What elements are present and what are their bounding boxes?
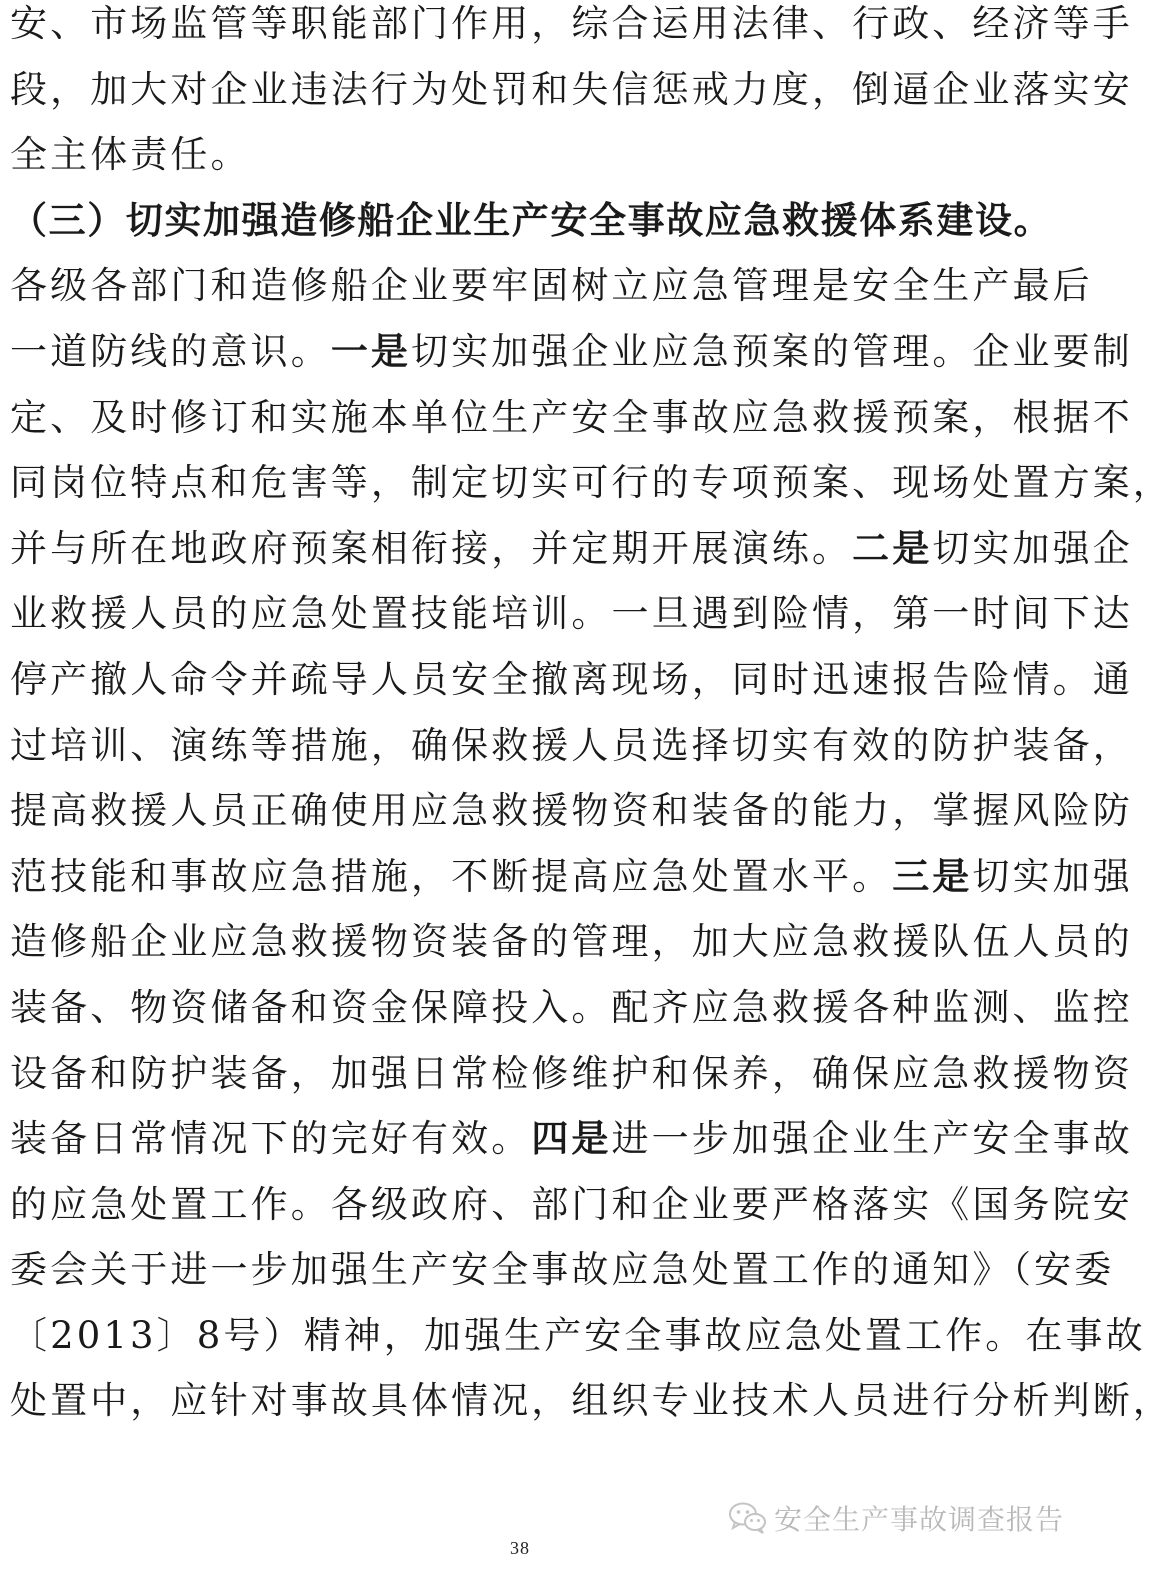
text-segment: 各级各部门和造修船企业要牢固树立应急管理是安全生产最后 — [10, 264, 1093, 308]
text-line — [10, 909, 1133, 975]
text-line — [10, 778, 1133, 844]
text-segment: 业救援人员的应急处置技能培训。一旦遇到险情，第一时间下达 — [10, 592, 1133, 636]
text-line — [10, 1041, 1133, 1107]
text-segment: 设备和防护装备，加强日常检修维护和保养，确保应急救援物资 — [10, 1051, 1133, 1095]
text-segment: 切实加强企 — [932, 526, 1133, 570]
text-segment: 停产撤人命令并疏导人员安全撤离现场，同时迅速报告险情。通 — [10, 657, 1133, 701]
text-line — [10, 1303, 1146, 1369]
text-line — [10, 450, 1173, 516]
text-segment: 同岗位特点和危害等，制定切实可行的专项预案、现场处置方案， — [10, 461, 1173, 505]
text-line — [10, 516, 1133, 582]
text-segment: 全主体责任。 — [10, 133, 251, 177]
bold-marker: 二是 — [852, 526, 933, 570]
body-text — [10, 0, 1173, 1434]
text-segment: 的应急处置工作。各级政府、部门和企业要严格落实《国务院安 — [10, 1182, 1133, 1226]
bold-marker: 一是 — [330, 329, 412, 373]
text-segment: 并与所在地政府预案相衔接，并定期开展演练。 — [10, 526, 853, 570]
text-segment: 委会关于进一步加强生产安全事故应急处置工作的通知》（安委 — [10, 1248, 1115, 1292]
bold-marker: 四是 — [531, 1117, 612, 1161]
text-line — [10, 647, 1133, 713]
section-heading — [10, 188, 1060, 254]
text-line — [10, 57, 1133, 123]
text-segment: 切实加强 — [972, 854, 1133, 898]
text-segment: 装备、物资储备和资金保障投入。配齐应急救援各种监测、监控 — [10, 985, 1133, 1029]
text-line — [10, 1237, 1115, 1303]
text-line — [10, 253, 1093, 319]
text-segment: 范技能和事故应急措施，不断提高应急处置水平。 — [10, 854, 893, 898]
text-line — [10, 713, 1133, 779]
text-line — [10, 319, 1133, 385]
text-line — [10, 0, 1133, 57]
text-segment: 〔2013〕8号）精神，加强生产安全事故应急处置工作。在事故 — [10, 1313, 1146, 1357]
text-line — [10, 844, 1133, 910]
text-segment: 过培训、演练等措施，确保救援人员选择切实有效的防护装备， — [10, 723, 1133, 767]
watermark-text: 安全生产事故调查报告 — [774, 1503, 1065, 1536]
text-segment: 处置中，应针对事故具体情况，组织专业技术人员进行分析判断， — [10, 1379, 1173, 1423]
text-line — [10, 975, 1133, 1041]
text-line — [10, 122, 1060, 188]
text-segment: 安、市场监管等职能部门作用，综合运用法律、行政、经济等手 — [10, 2, 1133, 45]
text-segment: 提高救援人员正确使用应急救援物资和装备的能力，掌握风险防 — [10, 789, 1133, 833]
text-segment: 造修船企业应急救援物资装备的管理，加大应急救援队伍人员的 — [10, 920, 1133, 964]
bold-marker: 三是 — [892, 854, 973, 898]
text-segment: 一道防线的意识。 — [10, 329, 331, 373]
watermark — [728, 1496, 1064, 1540]
page-number: 38 — [510, 1538, 530, 1558]
text-segment: 切实加强企业应急预案的管理。企业要制 — [411, 329, 1133, 373]
text-line — [10, 1172, 1133, 1238]
text-line — [10, 385, 1133, 451]
text-line — [10, 1106, 1133, 1172]
text-segment: 进一步加强企业生产安全事故 — [611, 1117, 1133, 1161]
text-segment: 段，加大对企业违法行为处罚和失信惩戒力度，倒逼企业落实安 — [10, 67, 1133, 111]
text-segment: 装备日常情况下的完好有效。 — [10, 1117, 532, 1161]
bold-marker: （三）切实加强造修船企业生产安全事故应急救援体系建设。 — [10, 198, 1053, 242]
text-line — [10, 581, 1133, 647]
text-segment: 定、及时修订和实施本单位生产安全事故应急救援预案，根据不 — [10, 395, 1133, 439]
text-line — [10, 1368, 1173, 1434]
wechat-logo-icon — [728, 1501, 768, 1535]
